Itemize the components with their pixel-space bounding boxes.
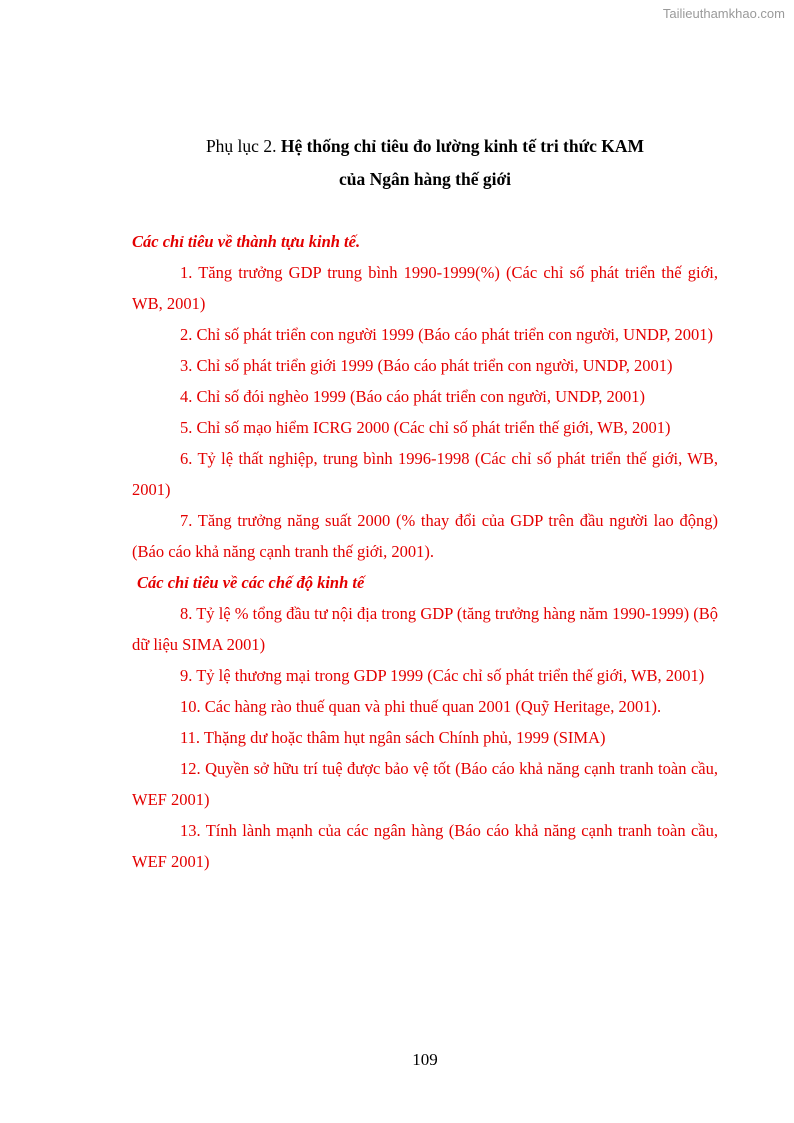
title-prefix: Phụ lục 2.	[205, 136, 277, 156]
list-item: 11. Thặng dư hoặc thâm hụt ngân sách Chính phủ, 1999 (SIMA)	[180, 728, 606, 747]
list-item: 3. Chỉ số phát triển giới 1999 (Báo cáo phát triển con người, UNDP, 2001)	[180, 356, 673, 375]
list-item: 4. Chỉ số đói nghèo 1999 (Báo cáo phát triển con người, UNDP, 2001)	[180, 387, 645, 406]
section-heading-economic-regime: Các chỉ tiêu về các chế độ kinh tế	[137, 573, 365, 592]
title-line-2	[0, 163, 794, 196]
list-item: 10. Các hàng rào thuế quan và phi thuế quan 2001 (Quỹ Heritage, 2001).	[180, 697, 662, 716]
page-number: 109	[412, 1050, 438, 1069]
list-item: 9. Tỷ lệ thương mại trong GDP 1999 (Các chỉ số phát triển thế giới, WB, 2001)	[180, 666, 705, 685]
list-item: 8. Tỷ lệ % tổng đầu tư nội địa trong GDP (tăng trưởng hàng năm 1990-1999) (Bộ dữ liệu SIMA 2001)	[132, 604, 718, 654]
section-heading-economic-performance: Các chỉ tiêu về thành tựu kinh tế.	[132, 232, 361, 251]
title-line-1	[0, 130, 794, 163]
list-item: 12. Quyền sở hữu trí tuệ được bảo vệ tốt (Báo cáo khả năng cạnh tranh toàn cầu, WEF 2001)	[132, 759, 718, 809]
page-title	[0, 130, 794, 196]
list-item: 7. Tăng trưởng năng suất 2000 (% thay đổi của GDP trên đầu người lao động) (Báo cáo khả năng cạnh tranh thế giới, 2001).	[132, 511, 718, 561]
title-bold-line-1: Hệ thống chỉ tiêu đo lường kinh tế tri thức KAM	[280, 136, 645, 156]
list-item: 1. Tăng trưởng GDP trung bình 1990-1999(%) (Các chỉ số phát triển thế giới, WB, 2001)	[132, 263, 718, 313]
list-item: 2. Chỉ số phát triển con người 1999 (Báo cáo phát triển con người, UNDP, 2001)	[180, 325, 714, 344]
list-item: 13. Tính lành mạnh của các ngân hàng (Báo cáo khả năng cạnh tranh toàn cầu, WEF 2001)	[132, 821, 718, 871]
watermark: Tailieuthamkhao.com	[662, 6, 785, 21]
document-body	[132, 226, 718, 877]
list-item: 5. Chỉ số mạo hiểm ICRG 2000 (Các chỉ số phát triển thế giới, WB, 2001)	[180, 418, 671, 437]
title-bold-line-2: của Ngân hàng thế giới	[338, 169, 512, 189]
list-item: 6. Tỷ lệ thất nghiệp, trung bình 1996-1998 (Các chỉ số phát triển thế giới, WB, 2001)	[132, 449, 718, 499]
